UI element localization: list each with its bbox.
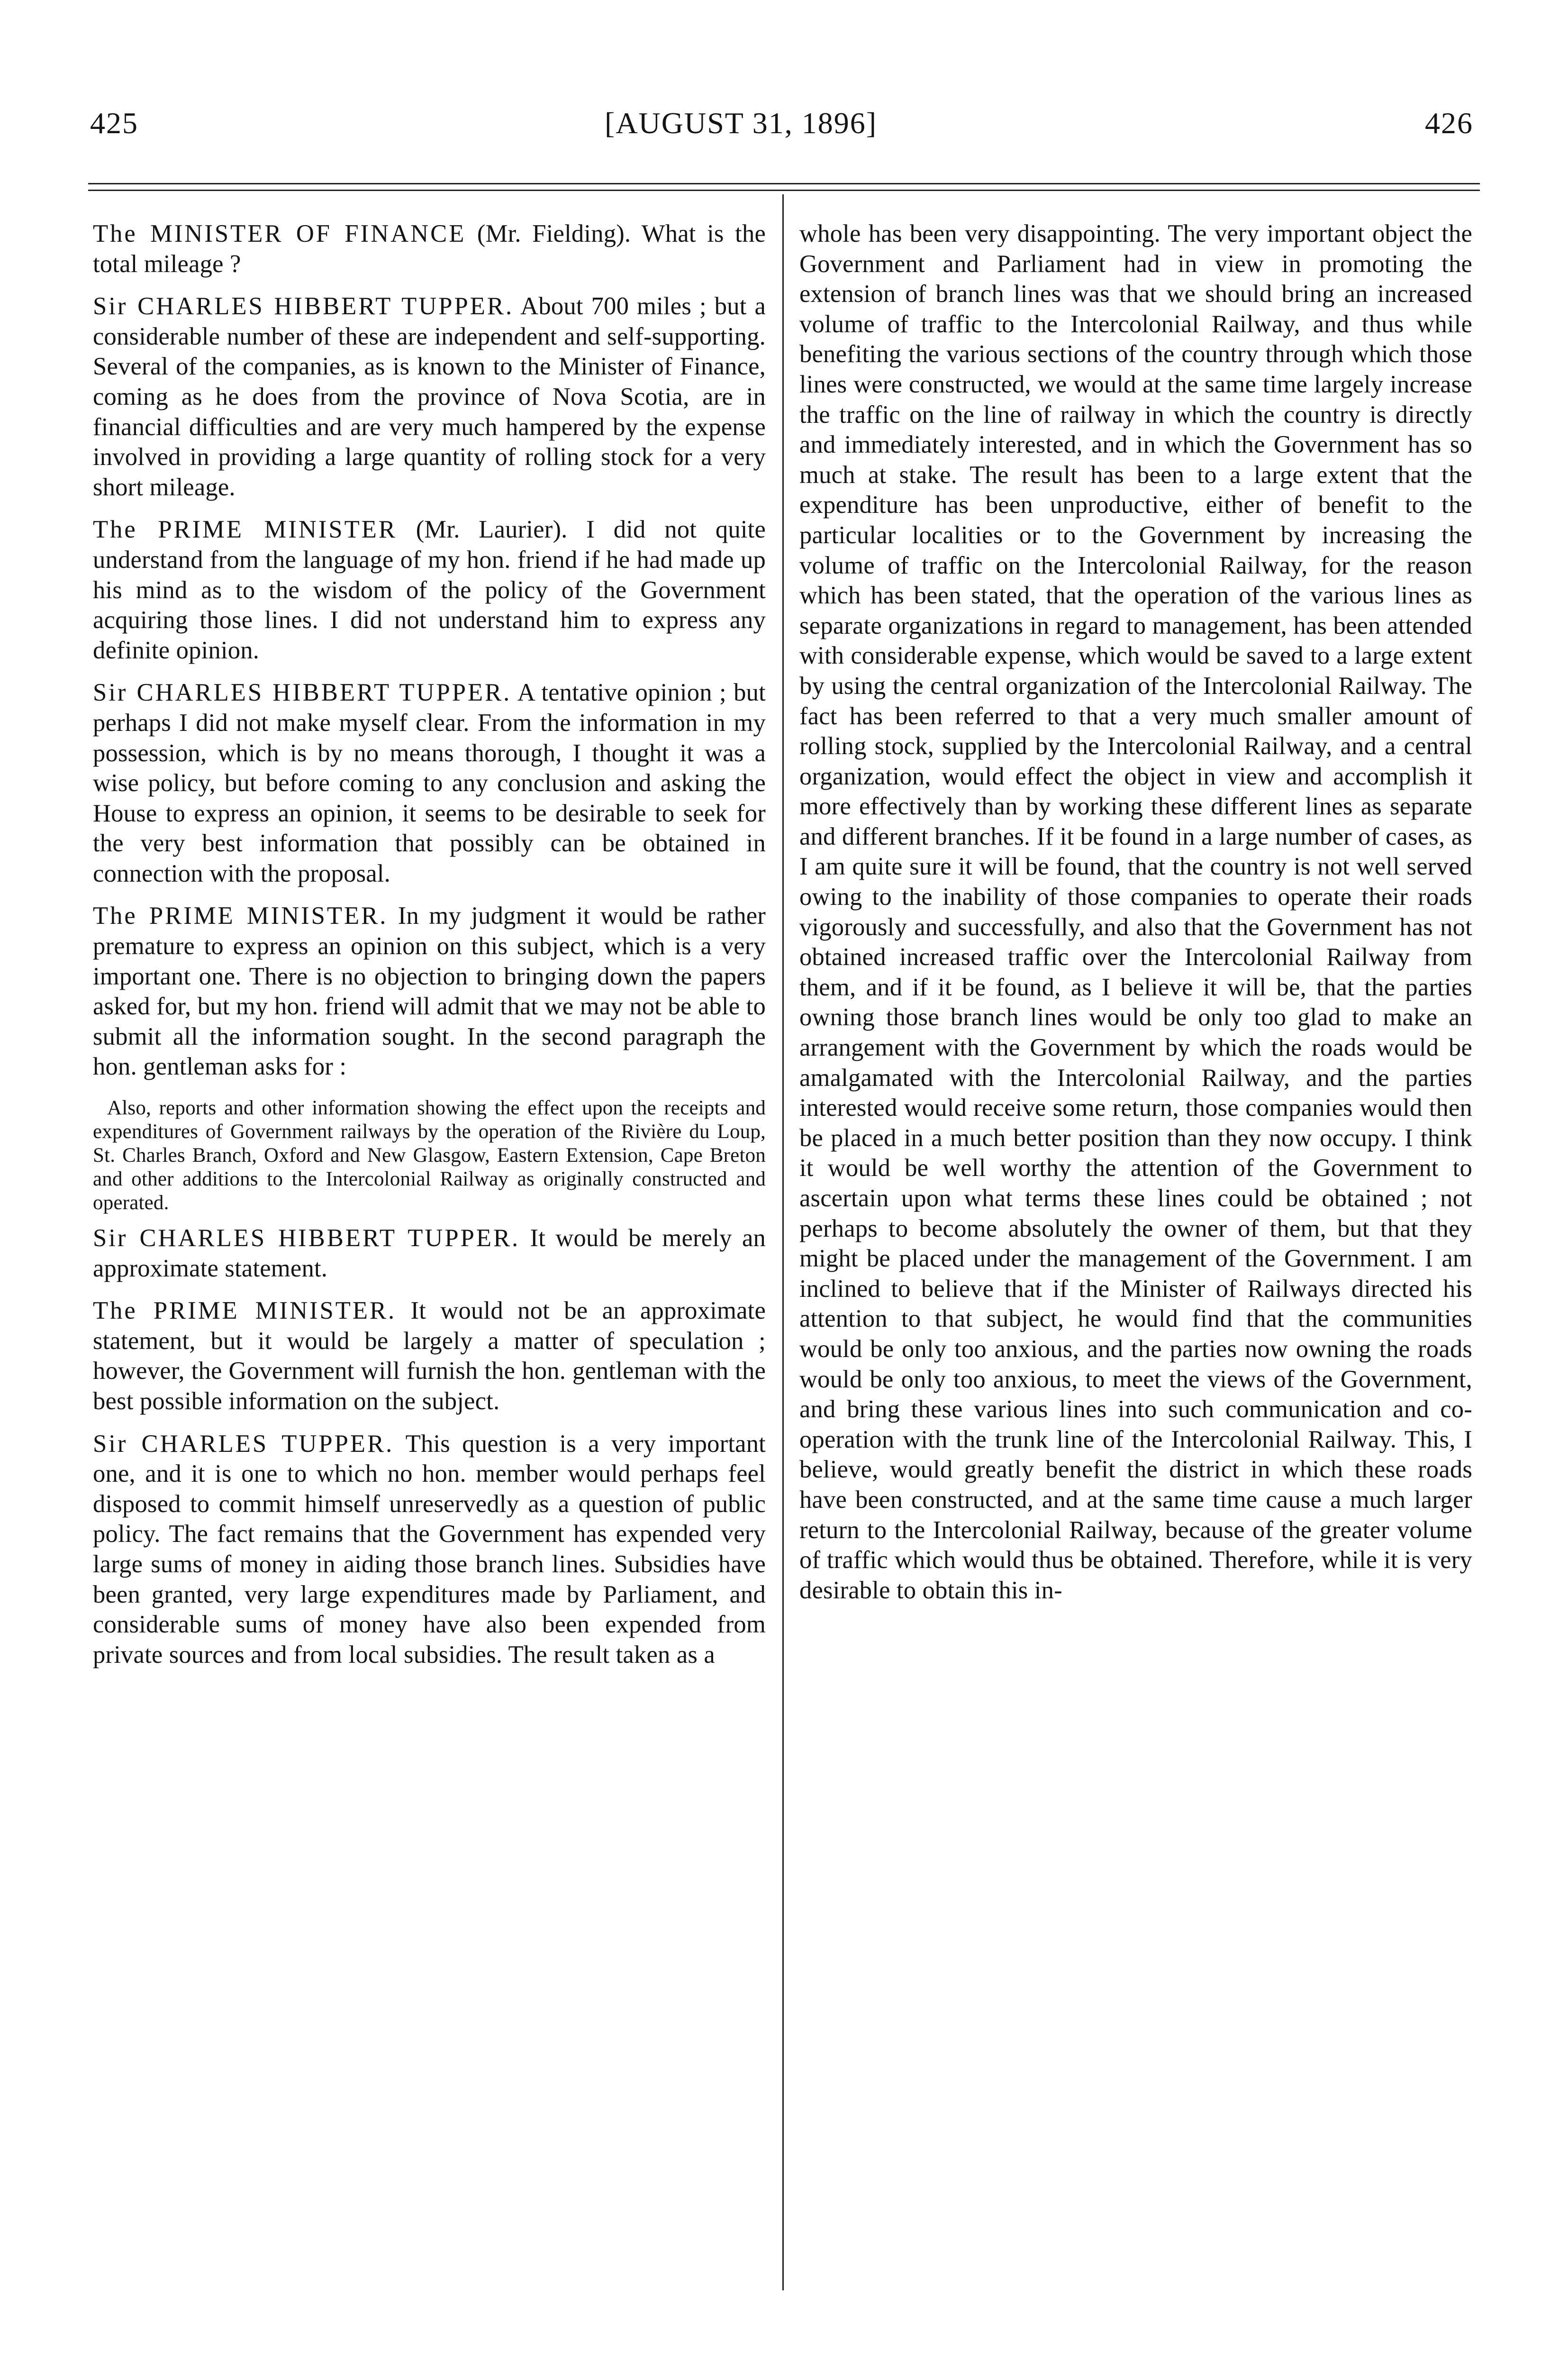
speech-text: In my judgment it would be rather premature to express an opinion on this subject, which is a very important one. There is no objection to bringing down the papers asked for, but my hon. friend will admit that we may not be able to submit all the information sought. In the second paragraph the hon. gentleman asks for : <box>93 902 766 1081</box>
speaker-name: Sir CHARLES HIBBERT TUPPER. <box>93 679 512 707</box>
speech-text: This question is a very important one, and it is one to which no hon. member would perhaps feel disposed to commit himself unreservedly as a question of public policy. The fact remains that the Government has expended very large sums of money in aiding those branch lines. Subsidies have been granted, very large expenditures made by Parliament, and considerable sums of money have also been expended from private sources and from local subsidies. The result taken as a <box>93 1430 766 1668</box>
right-page-number: 426 <box>1425 106 1473 140</box>
quoted-motion: Also, reports and other information showing the effect upon the receipts and expenditures of Government railways by the operation of the Rivière du Loup, St. Charles Branch, Oxford and New Glasgow, Eastern Extension, Cape Breton and other additions to the Intercolonial Railway as originally constructed and operated. <box>93 1097 766 1214</box>
speaker-name: Sir CHARLES HIBBERT TUPPER. <box>93 292 514 320</box>
paragraph: whole has been very disappointing. The very important object the Government and Parliament had in view in promoting the extension of branch lines was that we should bring an increased volume of traffic to the Intercolonial Railway, and thus while benefiting the various sections of the country through which those lines were constructed, we would at the same time largely increase the traffic on the line of railway in which the country is directly and immediately interested, and in which the Government has so much at stake. The result has been to a large extent that the expenditure has been unproductive, either of benefit to the particular localities or to the Government by increasing the volume of traffic on the Intercolonial Railway, for the reason which has been stated, that the operation of the various lines as separate organizations in regard to management, has been attended with considerable expense, which would be saved to a large extent by using the central organization of the Intercolonial Railway. The fact has been referred to that a very much smaller amount of rolling stock, supplied by the Intercolonial Railway, and a central organization, would effect the object in view and accomplish it more effectively than by working these different lines as separate and different branches. If it be found in a large number of cases, as I am quite sure it will be found, that the country is not well served owing to the inability of those companies to operate their roads vigorously and successfully, and also that the Government has not obtained increased traffic over the Intercolonial Railway from them, and if it be found, as I believe it will be, that the parties owning those branch lines would be only too glad to make an arrangement with the Government by which the roads would be amalgamated with the Intercolonial Railway, and the parties interested would receive some return, those companies would then be placed in a much better position than they now occupy. I think it would be well worthy the attention of the Government to ascertain upon what terms these lines could be obtained ; not perhaps to become absolutely the owner of them, but that they might be placed under the management of the Government. I am inclined to believe that if the Minister of Railways directed his attention to that subject, he would find that the communities would be only too anxious, and the parties now owning the roads would be only too anxious, to meet the views of the Government, and bring these various lines into such communication and co-operation with the trunk line of the Intercolonial Railway. This, I believe, would greatly benefit the district in which these roads have been constructed, and at the same time cause a much larger return to the Intercolonial Railway, because of the greater volume of traffic which would thus be obtained. Therefore, while it is very desirable to obtain this in- <box>799 220 1472 1604</box>
header-rule-top <box>88 183 1480 184</box>
paragraph <box>93 292 766 502</box>
left-page-number: 425 <box>90 106 138 140</box>
paragraph <box>93 1296 766 1416</box>
speaker-name: The PRIME MINISTER. <box>93 902 388 930</box>
paragraph <box>93 1223 766 1284</box>
paragraph <box>93 901 766 1082</box>
speech-text: About 700 miles ; but a considerable number of these are independent and self-supporting. Several of the companies, as is known to the Minister of Finance, coming as he does from the province of Nova Scotia, are in financial difficulties and are very much hampered by the expense involved in providing a large quantity of rolling stock for a very short mileage. <box>93 292 766 501</box>
header-rule-bottom <box>88 190 1480 191</box>
right-column <box>799 219 1472 1605</box>
speech-text: (Mr. Laurier). I did not quite understand from the language of my hon. friend if he had made up his mind as to the wisdom of the policy of the Government acquiring those lines. I did not understand him to express any definite opinion. <box>93 516 766 664</box>
speech-text: It would be merely an approximate statement. <box>93 1224 766 1282</box>
left-column <box>93 219 766 1670</box>
speaker-name: Sir CHARLES HIBBERT TUPPER. <box>93 1224 520 1252</box>
speech-text: (Mr. Fielding). What is the total mileage ? <box>93 220 766 278</box>
speech-text: A tentative opinion ; but perhaps I did not make myself clear. From the information in my possession, which is by no means thorough, I thought it was a wise policy, but before coming to any conclusion and asking the House to express an opinion, it seems to be desirable to seek for the very best information that possibly can be obtained in connection with the proposal. <box>93 679 766 887</box>
speaker-name: The MINISTER OF FINANCE <box>93 220 466 247</box>
column-divider <box>782 194 784 2290</box>
date-header: [AUGUST 31, 1896] <box>605 106 878 140</box>
speaker-name: The PRIME MINISTER. <box>93 1297 397 1325</box>
speaker-name: The PRIME MINISTER <box>93 516 397 544</box>
speech-text: It would not be an approximate statement, but it would be largely a matter of speculation ; however, the Government will furnish the hon. gentleman with the best possible information on the subject. <box>93 1297 766 1415</box>
paragraph <box>93 515 766 665</box>
paragraph <box>93 678 766 889</box>
speaker-name: Sir CHARLES TUPPER. <box>93 1430 394 1458</box>
paragraph <box>93 219 766 279</box>
paragraph <box>93 1429 766 1670</box>
